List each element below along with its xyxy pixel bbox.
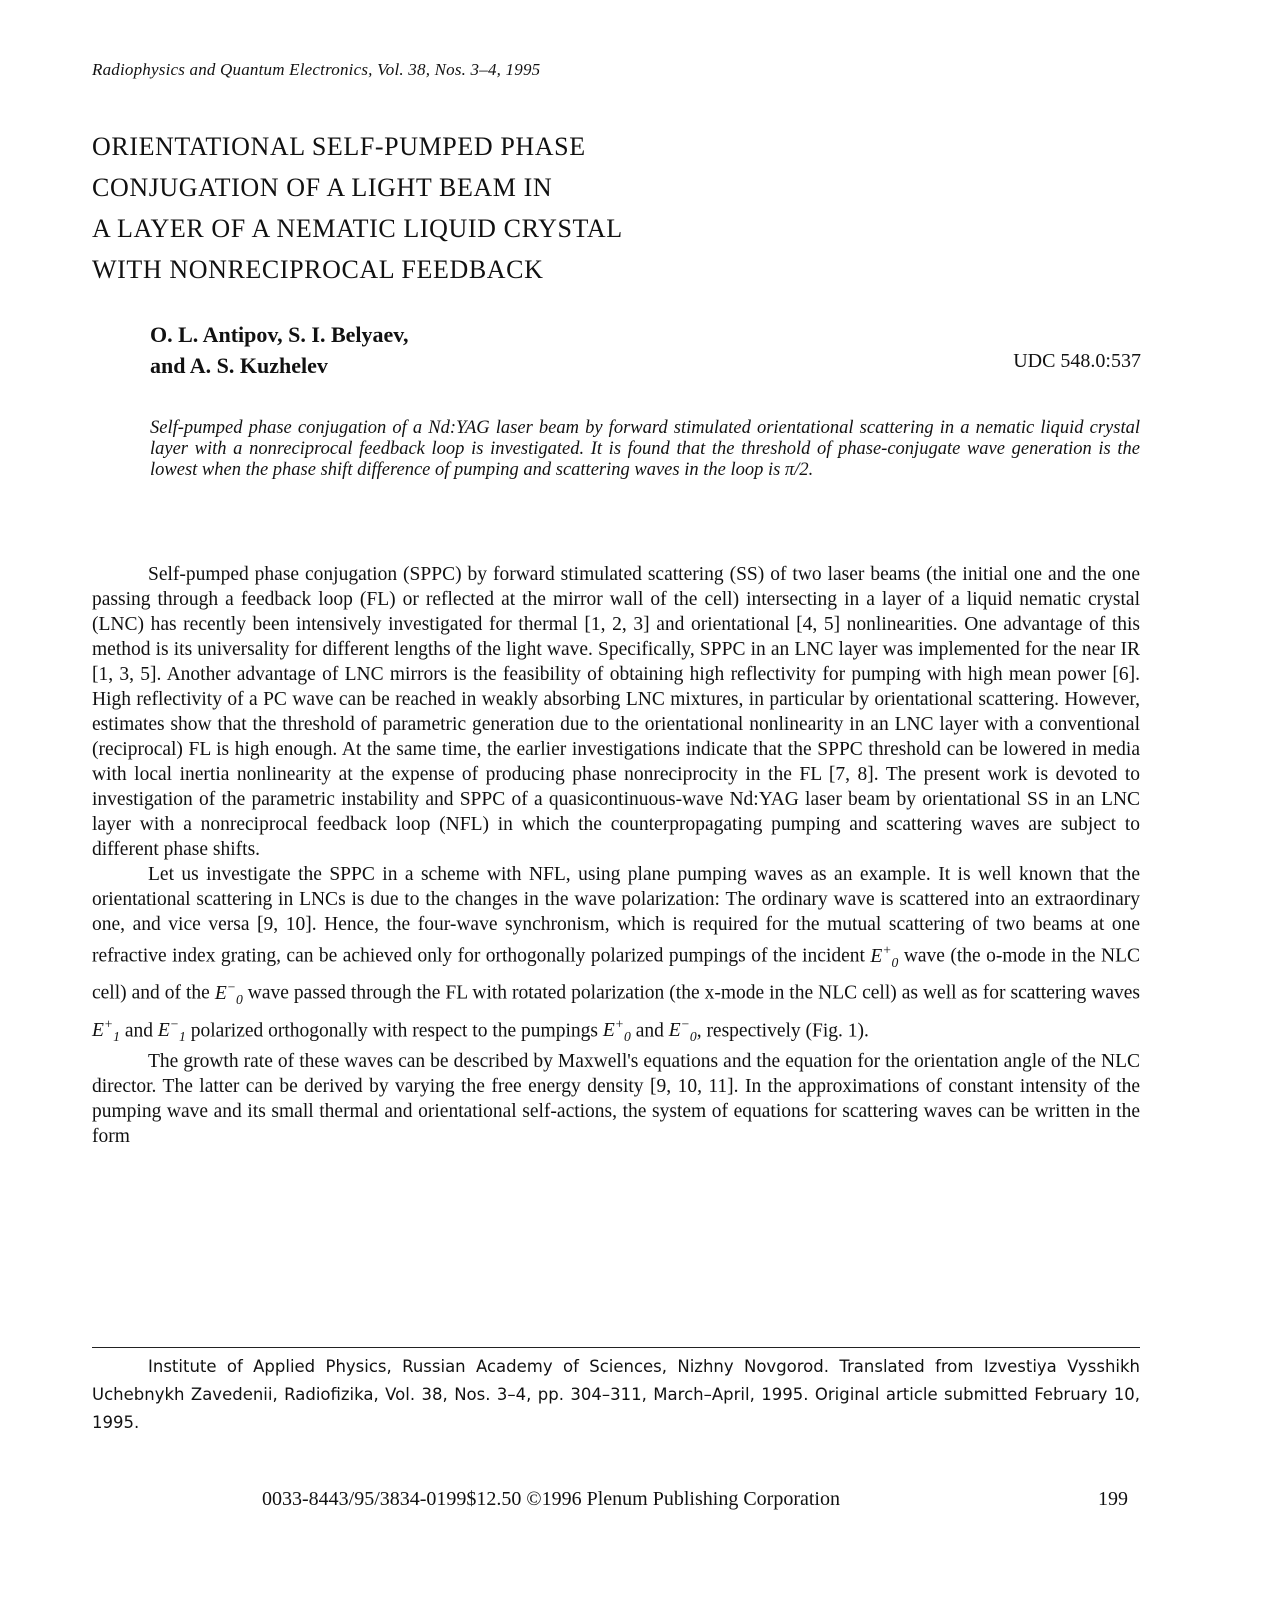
title-line: A LAYER OF A NEMATIC LIQUID CRYSTAL: [92, 214, 623, 243]
symbol-E0-minus: $E^-_0$: [214, 979, 243, 1007]
article-title: [92, 126, 852, 290]
page-number: 199: [1098, 1488, 1128, 1510]
authors-line-2: and A. S. Kuzhelev: [150, 353, 328, 378]
title-line: WITH NONRECIPROCAL FEEDBACK: [92, 255, 544, 284]
symbol-E1-plus: $E^+_1$: [92, 1016, 120, 1045]
copyright-line: 0033-8443/95/3834-0199$12.50 ©1996 Plenum Publishing Corporation: [262, 1488, 840, 1510]
title-line: CONJUGATION OF A LIGHT BEAM IN: [92, 173, 553, 202]
udc-code: UDC 548.0:537: [1013, 350, 1141, 372]
authors-line-1: O. L. Antipov, S. I. Belyaev,: [150, 322, 409, 347]
author-list: [150, 319, 409, 381]
paragraph-2-text-d: and: [124, 1020, 153, 1042]
paragraph-2-text-b: wave (the o-mode in the NLC cell) and of the: [92, 945, 1141, 1004]
title-line: ORIENTATIONAL SELF-PUMPED PHASE: [92, 132, 586, 161]
paragraph-2-text-e: polarized orthogonally with respect to the pumpings: [190, 1020, 598, 1042]
abstract: Self-pumped phase conjugation of a Nd:YAG laser beam by forward stimulated orientational scattering in a nematic liquid crystal layer with a nonreciprocal feedback loop is investigated. It is found that the threshold of phase-conjugate wave generation is the lowest when the phase shift difference of pumping and scattering waves in the loop is π/2.: [150, 418, 1140, 480]
symbol-E0-plus: $E^+_0$: [870, 942, 899, 970]
article-body: [92, 562, 1140, 1149]
journal-header: Radiophysics and Quantum Electronics, Vol. 38, Nos. 3–4, 1995: [92, 60, 541, 79]
paragraph-2-text-c: wave passed through the FL with rotated polarization (the x-mode in the NLC cell) as well as for scattering waves: [247, 982, 1140, 1004]
symbol-E0-plus: $E^+_0$: [602, 1016, 631, 1045]
paragraph-2-text-g: , respectively (Fig. 1).: [696, 1020, 869, 1042]
paragraph-3: The growth rate of these waves can be described by Maxwell's equations and the equation for the orientation angle of the NLC director. The latter can be derived by varying the free energy density [9, 10, 11]. In the approximations of constant intensity of the pumping wave and its small thermal and orientational self-actions, the system of equations for scattering waves can be written in the form: [92, 1051, 1140, 1148]
footnote-text: Institute of Applied Physics, Russian Academy of Sciences, Nizhny Novgorod. Translated from Izvestiya Vysshikh Uchebnykh Zavedenii, Radiofizika, Vol. 38, Nos. 3–4, pp. 304–311, March–April, 1995. Original article submitted February 10, 1995.: [92, 1357, 1140, 1432]
paragraph-1: Self-pumped phase conjugation (SPPC) by forward stimulated scattering (SS) of two laser beams (the initial one and the one passing through a feedback loop (FL) or reflected at the mirror wall of the cell) intersecting in a layer of a liquid nematic crystal (LNC) has recently been intensively investigated for thermal [1, 2, 3] and orientational [4, 5] nonlinearities. One advantage of this method is its universality for different lengths of the light wave. Specifically, SPPC in an LNC layer was implemented for the near IR [1, 3, 5]. Another advantage of LNC mirrors is the feasibility of obtaining high reflectivity for pumping with high mean power [6]. High reflectivity of a PC wave can be reached in weakly absorbing LNC mixtures, in particular by orientational scattering. However, estimates show that the threshold of parametric generation due to the orientational nonlinearity in an LNC layer with a conventional (reciprocal) FL is high enough. At the same time, the earlier investigations indicate that the SPPC threshold can be lowered in media with local inertia nonlinearity at the expense of producing phase nonreciprocity in the FL [7, 8]. The present work is devoted to investigation of the parametric instability and SPPC of a quasicontinuous-wave Nd:YAG laser beam by orientational SS in an LNC layer with a nonreciprocal feedback loop (NFL) in which the counterpropagating pumping and scattering waves are subject to different phase shifts.: [92, 564, 1140, 860]
symbol-E0-minus: $E^-_0$: [668, 1016, 697, 1045]
footnote-divider: [92, 1347, 1140, 1348]
paragraph-2: [92, 862, 1140, 1049]
paragraph-2-text-a: Let us investigate the SPPC in a scheme with NFL, using plane pumping waves as an example. It is well known that the orientational scattering in LNCs is due to the changes in the wave polarization: The ordinary wave is scattered into an extraordinary one, and vice versa [9, 10]. Hence, the four-wave synchronism, which is required for the mutual scattering of two beams at one refractive index grating, can be achieved only for orthogonally polarized pumpings of the incident: [92, 864, 1140, 967]
paragraph-2-text-f: and: [635, 1020, 664, 1042]
footnote: [92, 1353, 1140, 1437]
symbol-E1-minus: $E^-_1$: [157, 1016, 186, 1045]
